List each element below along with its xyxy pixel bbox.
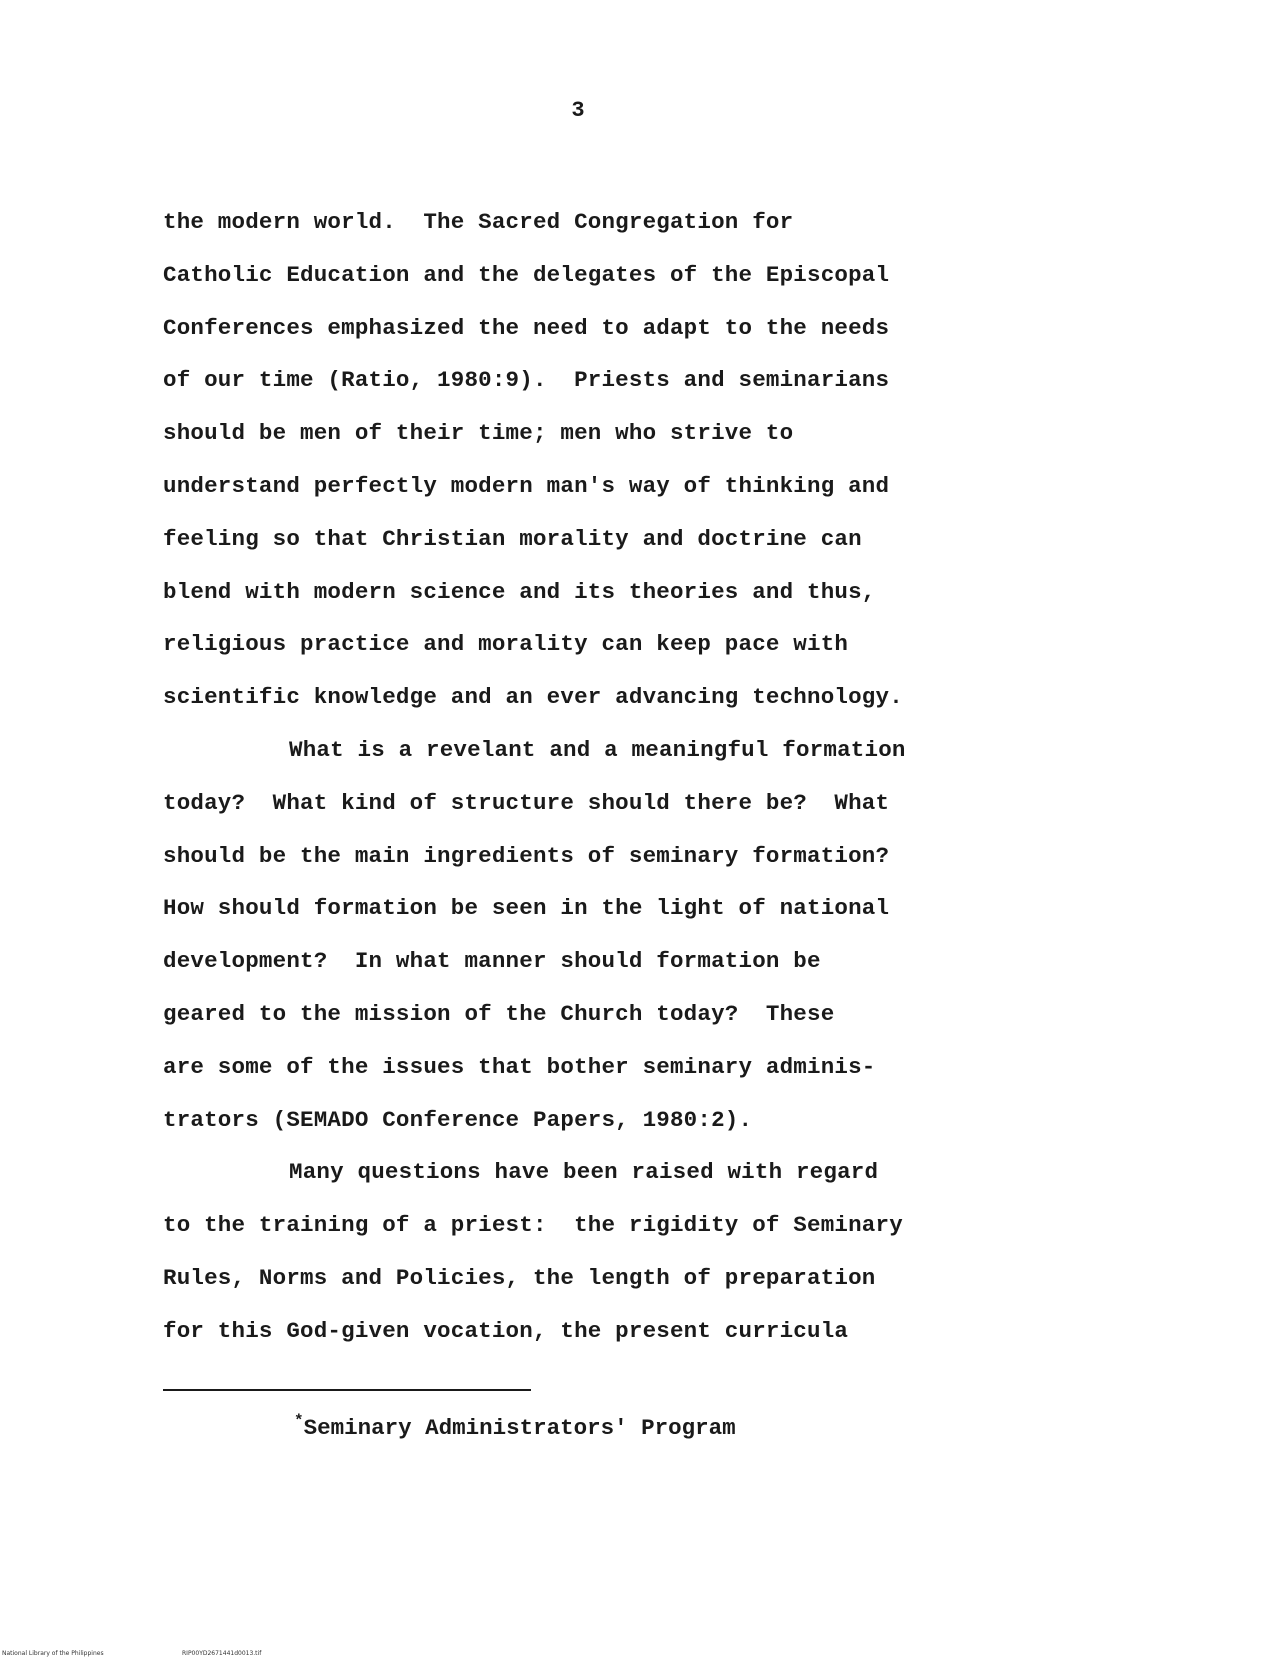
text-line: understand perfectly modern man's way of thinking and	[163, 472, 890, 499]
text-line: feeling so that Christian morality and doctrine can	[163, 525, 862, 552]
text-line: are some of the issues that bother seminary adminis-	[163, 1053, 876, 1080]
text-line: Conferences emphasized the need to adapt to the needs	[163, 314, 890, 341]
text-line: religious practice and morality can keep pace with	[163, 631, 849, 658]
text-line: today? What kind of structure should there be? What	[163, 789, 890, 816]
body-text	[163, 196, 1163, 1358]
text-line: Catholic Education and the delegates of the Episcopal	[163, 261, 890, 288]
library-credit: National Library of the Philippines	[2, 1650, 104, 1657]
text-line: the modern world. The Sacred Congregation for	[163, 209, 794, 235]
text-line: development? In what manner should formation be	[163, 948, 821, 975]
text-line: Many questions have been raised with regard	[289, 1159, 879, 1186]
text-line: geared to the mission of the Church today? These	[163, 1000, 835, 1027]
footnote-divider	[163, 1389, 531, 1391]
scan-file-id: RIP00YD2671441d0013.tif	[182, 1650, 262, 1657]
text-line: of our time (Ratio, 1980:9). Priests and seminarians	[163, 367, 890, 394]
footnote	[294, 1412, 736, 1441]
footnote-text: Seminary Administrators' Program	[303, 1415, 736, 1441]
text-line: should be men of their time; men who strive to	[163, 420, 794, 447]
text-line: for this God-given vocation, the present curricula	[163, 1317, 849, 1344]
text-line: trators (SEMADO Conference Papers, 1980:2).	[163, 1106, 753, 1133]
text-line: How should formation be seen in the light of national	[163, 895, 890, 922]
text-line: blend with modern science and its theories and thus,	[163, 578, 876, 605]
text-line: Rules, Norms and Policies, the length of preparation	[163, 1264, 876, 1291]
text-line: scientific knowledge and an ever advancing technology.	[163, 684, 903, 711]
text-line: to the training of a priest: the rigidity of Seminary	[163, 1212, 903, 1239]
page-number: 3	[571, 98, 585, 123]
text-line: What is a revelant and a meaningful formation	[289, 736, 906, 763]
text-line: should be the main ingredients of seminary formation?	[163, 842, 890, 869]
footnote-marker: *	[294, 1412, 304, 1430]
